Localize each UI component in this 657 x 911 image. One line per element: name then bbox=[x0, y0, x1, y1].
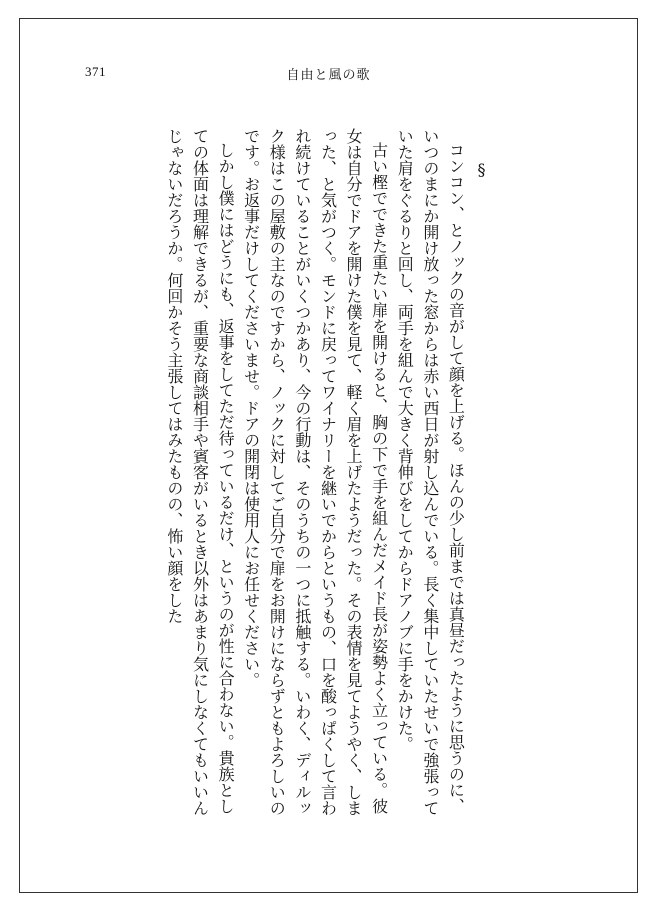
body-text bbox=[84, 128, 494, 818]
page-number: 371 bbox=[85, 64, 106, 79]
running-title: 自由と風の歌 bbox=[286, 68, 371, 83]
paragraph: コンコン、とノックの音がして顔を上げる。ほんの少し前までは真昼だったように思うのに、いつのまにか開け放った窓からは赤い西日が射し込んでいる。長く集中していたせいで強張っていた肩をぐるりと回し、両手を組んで大きく背伸びをしてからドアノブに手をかけた。 bbox=[395, 128, 466, 816]
section-mark: § bbox=[472, 160, 491, 179]
paragraph: 古い樫でできた重たい扉を開けると、胸の下で手を組んだメイド長が姿勢よく立っている。彼女は自分でドアを開けた僕を見て、軽く眉を上げたようだった。その表情を見てようやく、しまった、と気がつく。モンドに戻ってワイナリーを継いでからというもの、口を酸っぱくして言われ続けていることがいくつかあり、今の行動は、そのうちの一つに抵触する。いわく、ディルック様はこの屋敷の主なのですから、ノックに対してご自分で扉をお開けにならずともよろしいのです。お返事だけしてくださいませ。ドアの開閉は使用人にお任せください。 bbox=[241, 128, 389, 816]
paragraph: しかし僕にはどうにも、返事をしてただ待っているだけ、というのが性に合わない。貴族としての体面は理解できるが、重要な商談相手や賓客がいるとき以外はあまり気にしなくてもいいんじゃないだろうか。何回かそう主張してはみたものの、怖い顔をした bbox=[164, 128, 236, 816]
